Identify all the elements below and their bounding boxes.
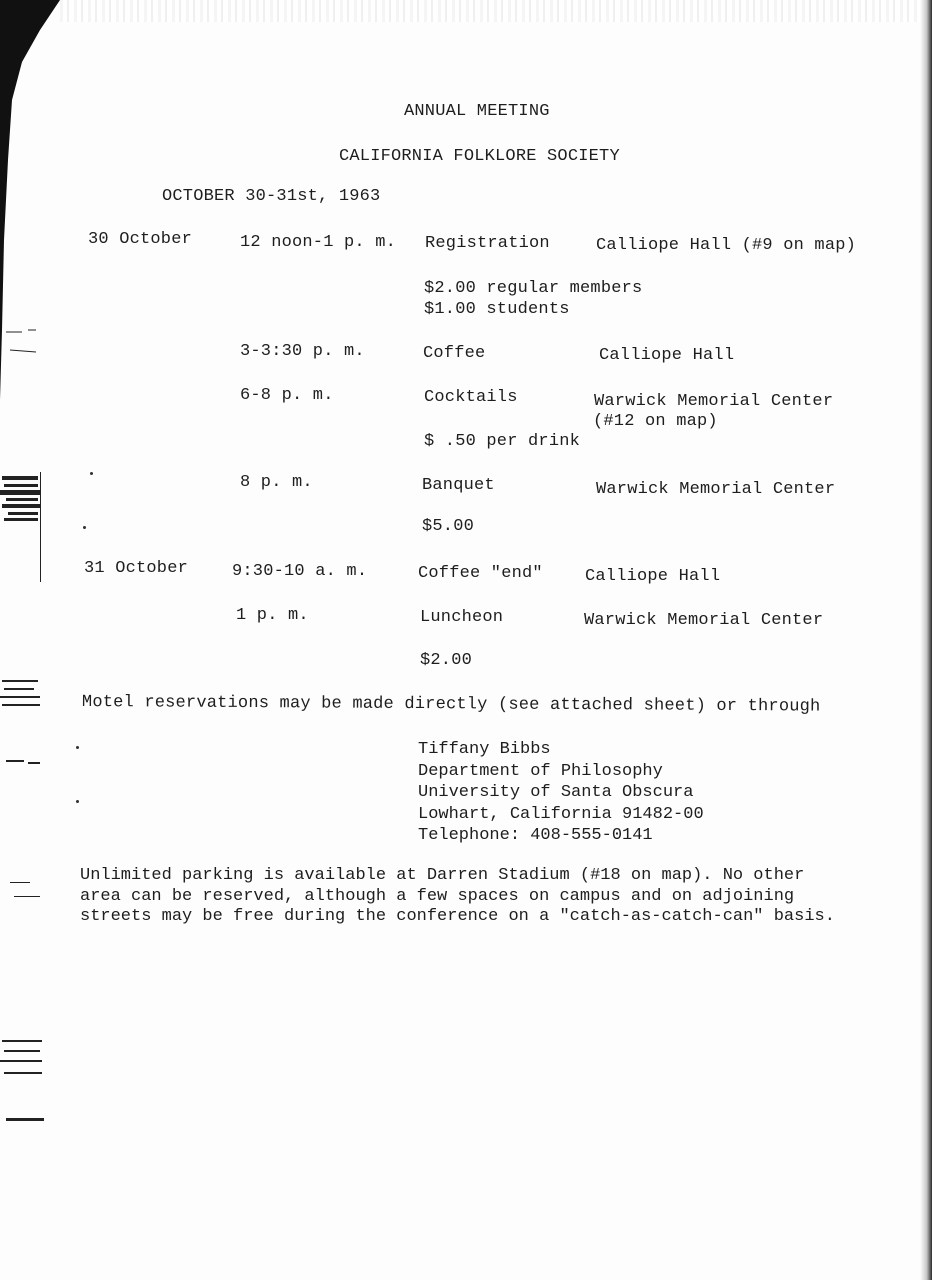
- scan-dot: [76, 800, 79, 803]
- parking-line-2: area can be reserved, although a few spaces on campus and on adjoining: [80, 886, 795, 906]
- coffee-location: Calliope Hall: [599, 346, 735, 365]
- contact-department: Department of Philosophy: [418, 761, 663, 781]
- coffee-end-location: Calliope Hall: [585, 567, 721, 586]
- luncheon-location: Warwick Memorial Center: [584, 611, 824, 630]
- banquet-location: Warwick Memorial Center: [596, 480, 836, 499]
- contact-address-block: [418, 739, 704, 847]
- contact-university: University of Santa Obscura: [418, 783, 694, 802]
- meeting-dates: OCTOBER 30-31st, 1963: [162, 187, 381, 206]
- registration-time: 12 noon-1 p. m.: [240, 233, 397, 252]
- cocktails-location: Warwick Memorial Center: [594, 392, 834, 411]
- contact-city: Lowhart, California 91482-00: [418, 804, 704, 824]
- banquet-time: 8 p. m.: [240, 473, 313, 492]
- contact-name: Tiffany Bibbs: [418, 740, 551, 759]
- parking-line-3: streets may be free during the conference on a "catch-as-catch-can" basis.: [80, 907, 835, 926]
- banquet-fee: $5.00: [422, 517, 475, 536]
- registration-event: Registration: [425, 234, 550, 253]
- day2-date: 31 October: [84, 559, 189, 578]
- registration-fee-students: $1.00 students: [424, 300, 570, 319]
- scan-dot: [76, 746, 79, 749]
- coffee-end-time: 9:30-10 a. m.: [232, 562, 368, 581]
- scan-noise-top: [60, 0, 920, 22]
- banquet-event: Banquet: [422, 476, 495, 495]
- registration-location: Calliope Hall (#9 on map): [596, 236, 857, 255]
- coffee-event: Coffee: [423, 344, 486, 363]
- parking-line-1: Unlimited parking is available at Darren Stadium (#18 on map). No other: [80, 866, 805, 885]
- luncheon-fee: $2.00: [420, 651, 473, 670]
- cocktails-location-note: (#12 on map): [593, 412, 718, 431]
- meeting-title: ANNUAL MEETING: [404, 102, 550, 121]
- registration-fee-members: $2.00 regular members: [424, 279, 643, 298]
- luncheon-event: Luncheon: [420, 608, 504, 627]
- organization-name: CALIFORNIA FOLKLORE SOCIETY: [339, 147, 620, 166]
- cocktails-fee: $ .50 per drink: [424, 432, 581, 451]
- motel-reservations-note: Motel reservations may be made directly (see attached sheet) or through: [81, 693, 821, 717]
- scan-dot: [90, 472, 93, 475]
- day1-date: 30 October: [88, 230, 193, 249]
- coffee-end-event: Coffee "end": [418, 564, 543, 583]
- coffee-time: 3-3:30 p. m.: [240, 342, 365, 361]
- scan-edge-right: [920, 0, 932, 1280]
- cocktails-event: Cocktails: [424, 388, 518, 407]
- parking-paragraph: [80, 866, 835, 928]
- scan-margin-specks: [0, 0, 48, 1280]
- luncheon-time: 1 p. m.: [236, 606, 309, 625]
- cocktails-time: 6-8 p. m.: [240, 386, 334, 405]
- scan-dot: [83, 526, 86, 529]
- contact-phone: Telephone: 408-555-0141: [418, 826, 653, 845]
